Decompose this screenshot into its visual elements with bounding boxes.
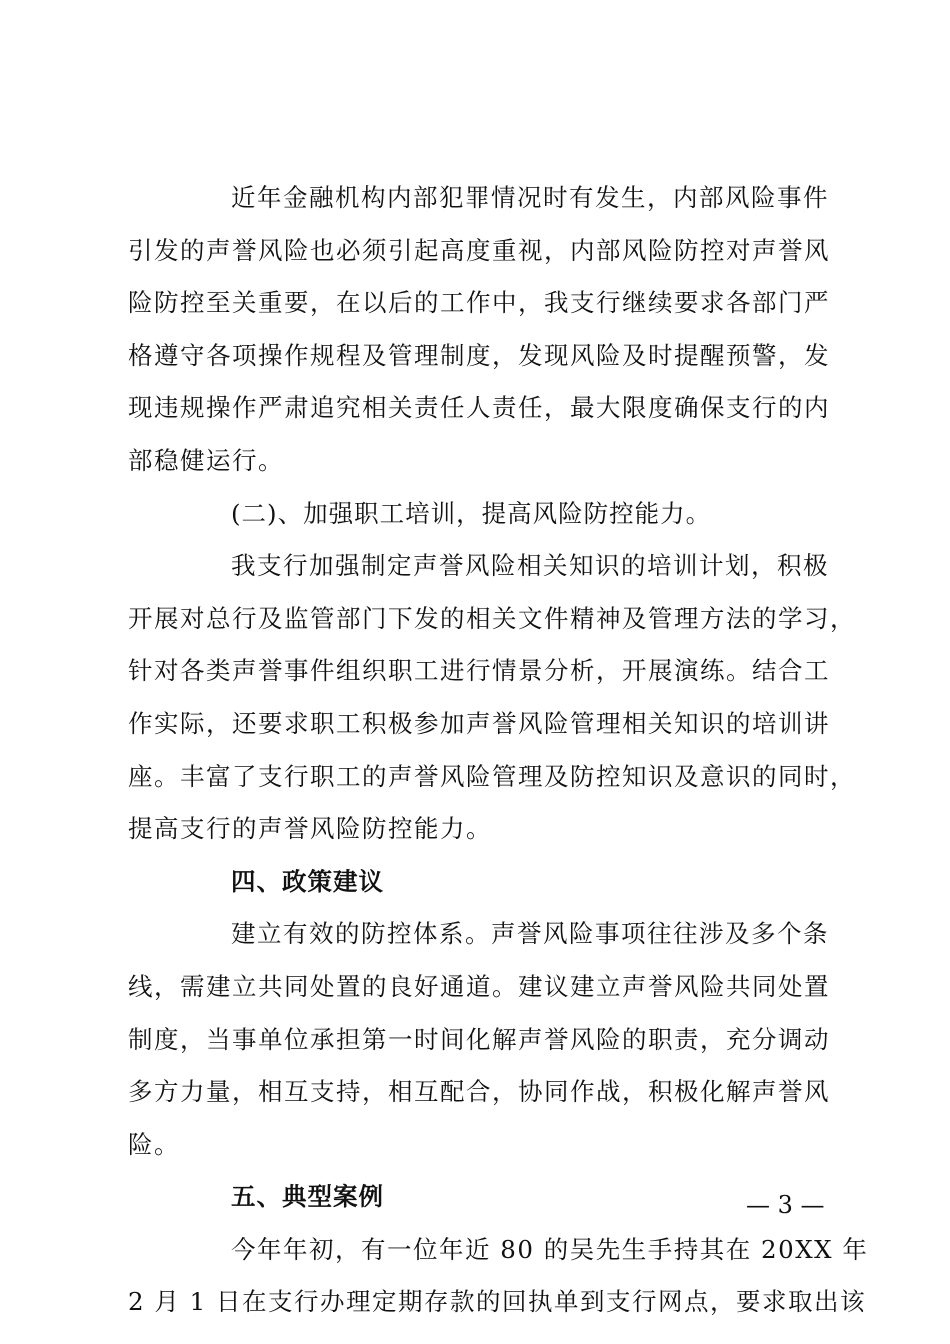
paragraph-3-line-5: 险。 — [128, 1129, 180, 1159]
paragraph-4-line-2: 2 月 1 日在支行办理定期存款的回执单到支行网点，要求取出该 — [128, 1287, 867, 1317]
paragraph-1-line-4: 格遵守各项操作规程及管理制度，发现风险及时提醒预警，发 — [128, 340, 830, 370]
paragraph-2-line-6: 提高支行的声誉风险防控能力。 — [128, 814, 492, 844]
section-heading-5: 五、典型案例 — [231, 1182, 384, 1212]
paragraph-3-line-4: 多方力量，相互支持，相互配合，协同作战，积极化解声誉风 — [128, 1077, 830, 1107]
paragraph-1-line-3: 险防控至关重要，在以后的工作中，我支行继续要求各部门严 — [128, 288, 830, 318]
section-heading-4: 四、政策建议 — [231, 866, 384, 896]
paragraph-2-line-3: 针对各类声誉事件组织职工进行情景分析，开展演练。结合工 — [128, 656, 830, 686]
page-number: — 3 — — [746, 1191, 825, 1219]
paragraph-2-line-4: 作实际，还要求职工积极参加声誉风险管理相关知识的培训讲 — [128, 708, 830, 738]
paragraph-2-line-2: 开展对总行及监管部门下发的相关文件精神及管理方法的学习， — [128, 603, 856, 633]
paragraph-3-line-3: 制度，当事单位承担第一时间化解声誉风险的职责，充分调动 — [128, 1024, 830, 1054]
paragraph-3-line-1: 建立有效的防控体系。声誉风险事项往往涉及多个条 — [231, 919, 829, 949]
paragraph-1-line-5: 现违规操作严肃追究相关责任人责任，最大限度确保支行的内 — [128, 393, 830, 423]
document-body — [128, 172, 869, 1329]
paragraph-2-line-5: 座。丰富了支行职工的声誉风险管理及防控知识及意识的同时， — [128, 761, 856, 791]
paragraph-2-line-1: 我支行加强制定声誉风险相关知识的培训计划，积极 — [231, 551, 829, 581]
section-subheading-2: (二)、加强职工培训，提高风险防控能力。 — [231, 498, 712, 528]
paragraph-1-line-1: 近年金融机构内部犯罪情况时有发生，内部风险事件 — [231, 183, 829, 212]
paragraph-4-line-1: 今年年初，有一位年近 80 的吴先生手持其在 20XX 年 — [231, 1234, 869, 1264]
paragraph-3-line-2: 线，需建立共同处置的良好通道。建议建立声誉风险共同处置 — [128, 971, 830, 1001]
paragraph-1-line-2: 引发的声誉风险也必须引起高度重视，内部风险防控对声誉风 — [128, 235, 830, 265]
paragraph-1-line-6: 部稳健运行。 — [128, 445, 284, 475]
